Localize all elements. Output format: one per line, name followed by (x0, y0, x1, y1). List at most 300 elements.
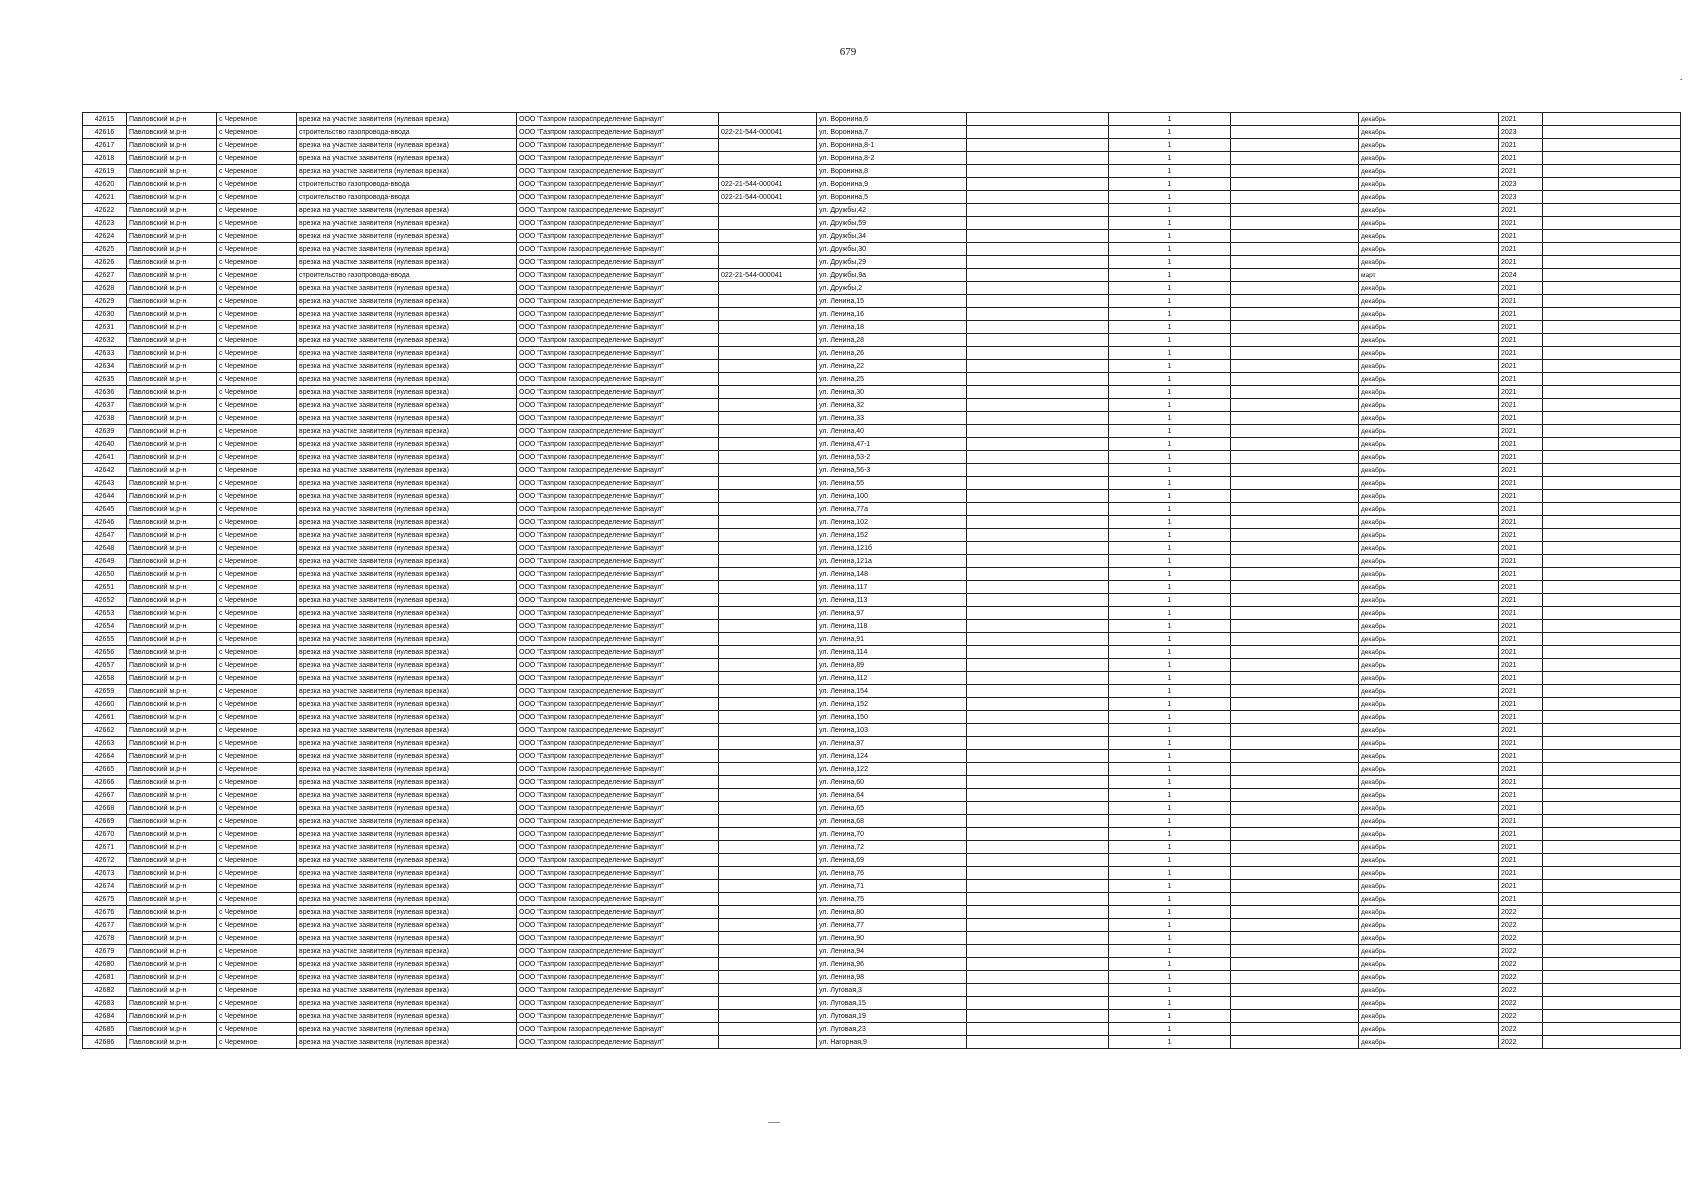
code-cell (719, 152, 817, 165)
district-cell: Павловский м.р-н (127, 386, 217, 399)
empty-cell (967, 997, 1109, 1010)
table-row (83, 724, 1681, 737)
table-row (83, 412, 1681, 425)
empty-cell (1543, 945, 1681, 958)
village-cell: с Черемное (217, 763, 297, 776)
table-row (83, 386, 1681, 399)
empty-cell (967, 126, 1109, 139)
quantity-cell: 1 (1109, 204, 1231, 217)
quantity-cell: 1 (1109, 347, 1231, 360)
empty-cell (1231, 984, 1359, 997)
district-cell: Павловский м.р-н (127, 282, 217, 295)
work-cell: врезка на участке заявителя (нулевая врезка) (297, 776, 517, 789)
work-cell: врезка на участке заявителя (нулевая врезка) (297, 217, 517, 230)
empty-cell (967, 776, 1109, 789)
code-cell (719, 646, 817, 659)
table-row (83, 776, 1681, 789)
empty-cell (1231, 516, 1359, 529)
empty-cell (1543, 919, 1681, 932)
row-id: 42676 (83, 906, 127, 919)
org-cell: ООО "Газпром газораспределение Барнаул" (517, 958, 719, 971)
quantity-cell: 1 (1109, 867, 1231, 880)
year-cell: 2021 (1499, 893, 1543, 906)
year-cell: 2022 (1499, 971, 1543, 984)
work-cell: врезка на участке заявителя (нулевая врезка) (297, 204, 517, 217)
row-id: 42659 (83, 685, 127, 698)
code-cell (719, 529, 817, 542)
month-cell: декабрь (1359, 555, 1499, 568)
row-id: 42631 (83, 321, 127, 334)
row-id: 42671 (83, 841, 127, 854)
empty-cell (967, 633, 1109, 646)
org-cell: ООО "Газпром газораспределение Барнаул" (517, 412, 719, 425)
table-row (83, 269, 1681, 282)
work-cell: врезка на участке заявителя (нулевая врезка) (297, 594, 517, 607)
code-cell (719, 776, 817, 789)
district-cell: Павловский м.р-н (127, 828, 217, 841)
month-cell: декабрь (1359, 464, 1499, 477)
empty-cell (967, 490, 1109, 503)
org-cell: ООО "Газпром газораспределение Барнаул" (517, 893, 719, 906)
empty-cell (967, 685, 1109, 698)
district-cell: Павловский м.р-н (127, 763, 217, 776)
empty-cell (1543, 126, 1681, 139)
register-rows (83, 113, 1681, 1049)
work-cell: врезка на участке заявителя (нулевая врезка) (297, 893, 517, 906)
work-cell: врезка на участке заявителя (нулевая врезка) (297, 373, 517, 386)
row-id: 42645 (83, 503, 127, 516)
table-row (83, 451, 1681, 464)
month-cell: декабрь (1359, 425, 1499, 438)
empty-cell (967, 984, 1109, 997)
month-cell: декабрь (1359, 295, 1499, 308)
address-cell: ул. Луговая,15 (817, 997, 967, 1010)
village-cell: с Черемное (217, 113, 297, 126)
work-cell: врезка на участке заявителя (нулевая врезка) (297, 971, 517, 984)
work-cell: врезка на участке заявителя (нулевая врезка) (297, 555, 517, 568)
table-row (83, 646, 1681, 659)
empty-cell (967, 789, 1109, 802)
year-cell: 2021 (1499, 828, 1543, 841)
empty-cell (1231, 893, 1359, 906)
month-cell: декабрь (1359, 516, 1499, 529)
table-row (83, 893, 1681, 906)
address-cell: ул. Ленина,96 (817, 958, 967, 971)
empty-cell (1543, 789, 1681, 802)
month-cell: декабрь (1359, 919, 1499, 932)
year-cell: 2022 (1499, 1023, 1543, 1036)
work-cell: врезка на участке заявителя (нулевая врезка) (297, 256, 517, 269)
org-cell: ООО "Газпром газораспределение Барнаул" (517, 568, 719, 581)
empty-cell (1543, 997, 1681, 1010)
address-cell: ул. Ленина,97 (817, 607, 967, 620)
quantity-cell: 1 (1109, 230, 1231, 243)
month-cell: декабрь (1359, 789, 1499, 802)
quantity-cell: 1 (1109, 815, 1231, 828)
empty-cell (967, 750, 1109, 763)
village-cell: с Черемное (217, 750, 297, 763)
org-cell: ООО "Газпром газораспределение Барнаул" (517, 282, 719, 295)
empty-cell (1543, 724, 1681, 737)
empty-cell (967, 529, 1109, 542)
village-cell: с Черемное (217, 685, 297, 698)
work-cell: врезка на участке заявителя (нулевая врезка) (297, 451, 517, 464)
address-cell: ул. Ленина,98 (817, 971, 967, 984)
empty-cell (1543, 698, 1681, 711)
table-row (83, 867, 1681, 880)
row-id: 42654 (83, 620, 127, 633)
year-cell: 2021 (1499, 308, 1543, 321)
empty-cell (1231, 906, 1359, 919)
org-cell: ООО "Газпром газораспределение Барнаул" (517, 334, 719, 347)
work-cell: врезка на участке заявителя (нулевая врезка) (297, 334, 517, 347)
code-cell (719, 620, 817, 633)
empty-cell (1231, 360, 1359, 373)
row-id: 42649 (83, 555, 127, 568)
table-row (83, 542, 1681, 555)
code-cell (719, 477, 817, 490)
address-cell: ул. Ленина,117 (817, 581, 967, 594)
empty-cell (1231, 321, 1359, 334)
empty-cell (1231, 139, 1359, 152)
empty-cell (1231, 555, 1359, 568)
row-id: 42656 (83, 646, 127, 659)
district-cell: Павловский м.р-н (127, 633, 217, 646)
code-cell (719, 880, 817, 893)
village-cell: с Черемное (217, 802, 297, 815)
village-cell: с Черемное (217, 516, 297, 529)
org-cell: ООО "Газпром газораспределение Барнаул" (517, 529, 719, 542)
empty-cell (967, 906, 1109, 919)
empty-cell (1231, 594, 1359, 607)
empty-cell (1231, 880, 1359, 893)
month-cell: декабрь (1359, 841, 1499, 854)
row-id: 42638 (83, 412, 127, 425)
address-cell: ул. Воронина,6 (817, 113, 967, 126)
code-cell (719, 815, 817, 828)
empty-cell (1543, 581, 1681, 594)
row-id: 42675 (83, 893, 127, 906)
code-cell (719, 230, 817, 243)
org-cell: ООО "Газпром газораспределение Барнаул" (517, 646, 719, 659)
empty-cell (1231, 477, 1359, 490)
empty-cell (967, 477, 1109, 490)
district-cell: Павловский м.р-н (127, 217, 217, 230)
month-cell: декабрь (1359, 347, 1499, 360)
village-cell: с Черемное (217, 776, 297, 789)
table-row (83, 880, 1681, 893)
year-cell: 2021 (1499, 880, 1543, 893)
district-cell: Павловский м.р-н (127, 113, 217, 126)
year-cell: 2021 (1499, 724, 1543, 737)
work-cell: врезка на участке заявителя (нулевая врезка) (297, 282, 517, 295)
org-cell: ООО "Газпром газораспределение Барнаул" (517, 867, 719, 880)
quantity-cell: 1 (1109, 178, 1231, 191)
empty-cell (1543, 1023, 1681, 1036)
table-row (83, 308, 1681, 321)
table-row (83, 490, 1681, 503)
table-row (83, 854, 1681, 867)
month-cell: декабрь (1359, 971, 1499, 984)
empty-cell (967, 893, 1109, 906)
row-id: 42623 (83, 217, 127, 230)
village-cell: с Черемное (217, 386, 297, 399)
month-cell: декабрь (1359, 893, 1499, 906)
month-cell: декабрь (1359, 672, 1499, 685)
empty-cell (967, 113, 1109, 126)
code-cell (719, 490, 817, 503)
quantity-cell: 1 (1109, 542, 1231, 555)
year-cell: 2022 (1499, 1010, 1543, 1023)
code-cell (719, 321, 817, 334)
code-cell (719, 295, 817, 308)
empty-cell (1543, 360, 1681, 373)
work-cell: врезка на участке заявителя (нулевая врезка) (297, 347, 517, 360)
village-cell: с Черемное (217, 594, 297, 607)
village-cell: с Черемное (217, 477, 297, 490)
address-cell: ул. Ленина,72 (817, 841, 967, 854)
org-cell: ООО "Газпром газораспределение Барнаул" (517, 152, 719, 165)
row-id: 42619 (83, 165, 127, 178)
district-cell: Павловский м.р-н (127, 685, 217, 698)
village-cell: с Черемное (217, 139, 297, 152)
empty-cell (967, 867, 1109, 880)
empty-cell (967, 243, 1109, 256)
org-cell: ООО "Газпром газораспределение Барнаул" (517, 230, 719, 243)
month-cell: декабрь (1359, 581, 1499, 594)
quantity-cell: 1 (1109, 1023, 1231, 1036)
org-cell: ООО "Газпром газораспределение Барнаул" (517, 802, 719, 815)
village-cell: с Черемное (217, 984, 297, 997)
org-cell: ООО "Газпром газораспределение Барнаул" (517, 659, 719, 672)
empty-cell (1543, 971, 1681, 984)
code-cell (719, 217, 817, 230)
empty-cell (967, 724, 1109, 737)
district-cell: Павловский м.р-н (127, 802, 217, 815)
work-cell: врезка на участке заявителя (нулевая врезка) (297, 113, 517, 126)
quantity-cell: 1 (1109, 503, 1231, 516)
month-cell: декабрь (1359, 165, 1499, 178)
quantity-cell: 1 (1109, 633, 1231, 646)
empty-cell (967, 438, 1109, 451)
work-cell: врезка на участке заявителя (нулевая врезка) (297, 516, 517, 529)
work-cell: строительство газопровода-ввода (297, 191, 517, 204)
village-cell: с Черемное (217, 880, 297, 893)
quantity-cell: 1 (1109, 646, 1231, 659)
table-row (83, 932, 1681, 945)
empty-cell (1543, 243, 1681, 256)
org-cell: ООО "Газпром газораспределение Барнаул" (517, 997, 719, 1010)
code-cell (719, 139, 817, 152)
code-cell (719, 685, 817, 698)
village-cell: с Черемное (217, 165, 297, 178)
year-cell: 2021 (1499, 230, 1543, 243)
quantity-cell: 1 (1109, 529, 1231, 542)
org-cell: ООО "Газпром газораспределение Барнаул" (517, 1036, 719, 1049)
quantity-cell: 1 (1109, 412, 1231, 425)
empty-cell (1231, 113, 1359, 126)
address-cell: ул. Ленина,40 (817, 425, 967, 438)
month-cell: декабрь (1359, 451, 1499, 464)
village-cell: с Черемное (217, 581, 297, 594)
org-cell: ООО "Газпром газораспределение Барнаул" (517, 438, 719, 451)
year-cell: 2021 (1499, 841, 1543, 854)
code-cell (719, 958, 817, 971)
district-cell: Павловский м.р-н (127, 464, 217, 477)
work-cell: врезка на участке заявителя (нулевая врезка) (297, 711, 517, 724)
empty-cell (1231, 386, 1359, 399)
address-cell: ул. Ленина,32 (817, 399, 967, 412)
address-cell: ул. Ленина,47-1 (817, 438, 967, 451)
month-cell: декабрь (1359, 1010, 1499, 1023)
empty-cell (1231, 607, 1359, 620)
empty-cell (1231, 152, 1359, 165)
month-cell: декабрь (1359, 542, 1499, 555)
month-cell: декабрь (1359, 997, 1499, 1010)
code-cell (719, 165, 817, 178)
org-cell: ООО "Газпром газораспределение Барнаул" (517, 503, 719, 516)
address-cell: ул. Дружбы,2 (817, 282, 967, 295)
month-cell: декабрь (1359, 399, 1499, 412)
address-cell: ул. Ленина,22 (817, 360, 967, 373)
empty-cell (967, 763, 1109, 776)
code-cell (719, 737, 817, 750)
work-cell: врезка на участке заявителя (нулевая врезка) (297, 841, 517, 854)
village-cell: с Черемное (217, 997, 297, 1010)
village-cell: с Черемное (217, 295, 297, 308)
code-cell (719, 854, 817, 867)
work-cell: врезка на участке заявителя (нулевая врезка) (297, 737, 517, 750)
quantity-cell: 1 (1109, 451, 1231, 464)
year-cell: 2022 (1499, 919, 1543, 932)
empty-cell (967, 191, 1109, 204)
work-cell: врезка на участке заявителя (нулевая врезка) (297, 958, 517, 971)
address-cell: ул. Дружбы,59 (817, 217, 967, 230)
code-cell (719, 243, 817, 256)
empty-cell (967, 152, 1109, 165)
quantity-cell: 1 (1109, 945, 1231, 958)
work-cell: врезка на участке заявителя (нулевая врезка) (297, 529, 517, 542)
empty-cell (967, 217, 1109, 230)
code-cell (719, 386, 817, 399)
empty-cell (1231, 1036, 1359, 1049)
quantity-cell: 1 (1109, 932, 1231, 945)
empty-cell (1543, 620, 1681, 633)
row-id: 42622 (83, 204, 127, 217)
month-cell: декабрь (1359, 308, 1499, 321)
district-cell: Павловский м.р-н (127, 841, 217, 854)
address-cell: ул. Ленина,89 (817, 659, 967, 672)
row-id: 42639 (83, 425, 127, 438)
year-cell: 2021 (1499, 490, 1543, 503)
code-cell (719, 893, 817, 906)
row-id: 42627 (83, 269, 127, 282)
work-cell: врезка на участке заявителя (нулевая врезка) (297, 490, 517, 503)
org-cell: ООО "Газпром газораспределение Барнаул" (517, 620, 719, 633)
row-id: 42616 (83, 126, 127, 139)
district-cell: Павловский м.р-н (127, 581, 217, 594)
village-cell: с Черемное (217, 1010, 297, 1023)
work-cell: врезка на участке заявителя (нулевая врезка) (297, 867, 517, 880)
quantity-cell: 1 (1109, 594, 1231, 607)
quantity-cell: 1 (1109, 126, 1231, 139)
table-row (83, 1036, 1681, 1049)
row-id: 42637 (83, 399, 127, 412)
row-id: 42677 (83, 919, 127, 932)
org-cell: ООО "Газпром газораспределение Барнаул" (517, 451, 719, 464)
work-cell: врезка на участке заявителя (нулевая врезка) (297, 1023, 517, 1036)
quantity-cell: 1 (1109, 607, 1231, 620)
village-cell: с Черемное (217, 321, 297, 334)
empty-cell (1543, 516, 1681, 529)
village-cell: с Черемное (217, 607, 297, 620)
org-cell: ООО "Газпром газораспределение Барнаул" (517, 776, 719, 789)
table-row (83, 373, 1681, 386)
work-cell: врезка на участке заявителя (нулевая врезка) (297, 646, 517, 659)
empty-cell (1231, 672, 1359, 685)
quantity-cell: 1 (1109, 295, 1231, 308)
village-cell: с Черемное (217, 282, 297, 295)
row-id: 42673 (83, 867, 127, 880)
village-cell: с Черемное (217, 854, 297, 867)
table-row (83, 672, 1681, 685)
district-cell: Павловский м.р-н (127, 191, 217, 204)
district-cell: Павловский м.р-н (127, 1023, 217, 1036)
month-cell: декабрь (1359, 282, 1499, 295)
month-cell: декабрь (1359, 685, 1499, 698)
org-cell: ООО "Газпром газораспределение Барнаул" (517, 113, 719, 126)
org-cell: ООО "Газпром газораспределение Барнаул" (517, 191, 719, 204)
row-id: 42667 (83, 789, 127, 802)
district-cell: Павловский м.р-н (127, 594, 217, 607)
empty-cell (1543, 490, 1681, 503)
empty-cell (1543, 1010, 1681, 1023)
row-id: 42629 (83, 295, 127, 308)
quantity-cell: 1 (1109, 1010, 1231, 1023)
district-cell: Павловский м.р-н (127, 984, 217, 997)
year-cell: 2021 (1499, 685, 1543, 698)
empty-cell (967, 464, 1109, 477)
empty-cell (967, 412, 1109, 425)
work-cell: врезка на участке заявителя (нулевая врезка) (297, 360, 517, 373)
empty-cell (967, 334, 1109, 347)
empty-cell (1543, 529, 1681, 542)
month-cell: декабрь (1359, 243, 1499, 256)
table-row (83, 529, 1681, 542)
month-cell: декабрь (1359, 594, 1499, 607)
org-cell: ООО "Газпром газораспределение Барнаул" (517, 711, 719, 724)
empty-cell (967, 360, 1109, 373)
table-row (83, 958, 1681, 971)
district-cell: Павловский м.р-н (127, 906, 217, 919)
village-cell: с Черемное (217, 711, 297, 724)
table-row (83, 581, 1681, 594)
table-row (83, 685, 1681, 698)
quantity-cell: 1 (1109, 191, 1231, 204)
empty-cell (1543, 191, 1681, 204)
empty-cell (1231, 776, 1359, 789)
address-cell: ул. Ленина,152 (817, 529, 967, 542)
district-cell: Павловский м.р-н (127, 412, 217, 425)
empty-cell (967, 308, 1109, 321)
address-cell: ул. Ленина,150 (817, 711, 967, 724)
month-cell: декабрь (1359, 568, 1499, 581)
empty-cell (967, 542, 1109, 555)
empty-cell (967, 802, 1109, 815)
org-cell: ООО "Газпром газораспределение Барнаул" (517, 841, 719, 854)
empty-cell (1543, 932, 1681, 945)
empty-cell (967, 1036, 1109, 1049)
